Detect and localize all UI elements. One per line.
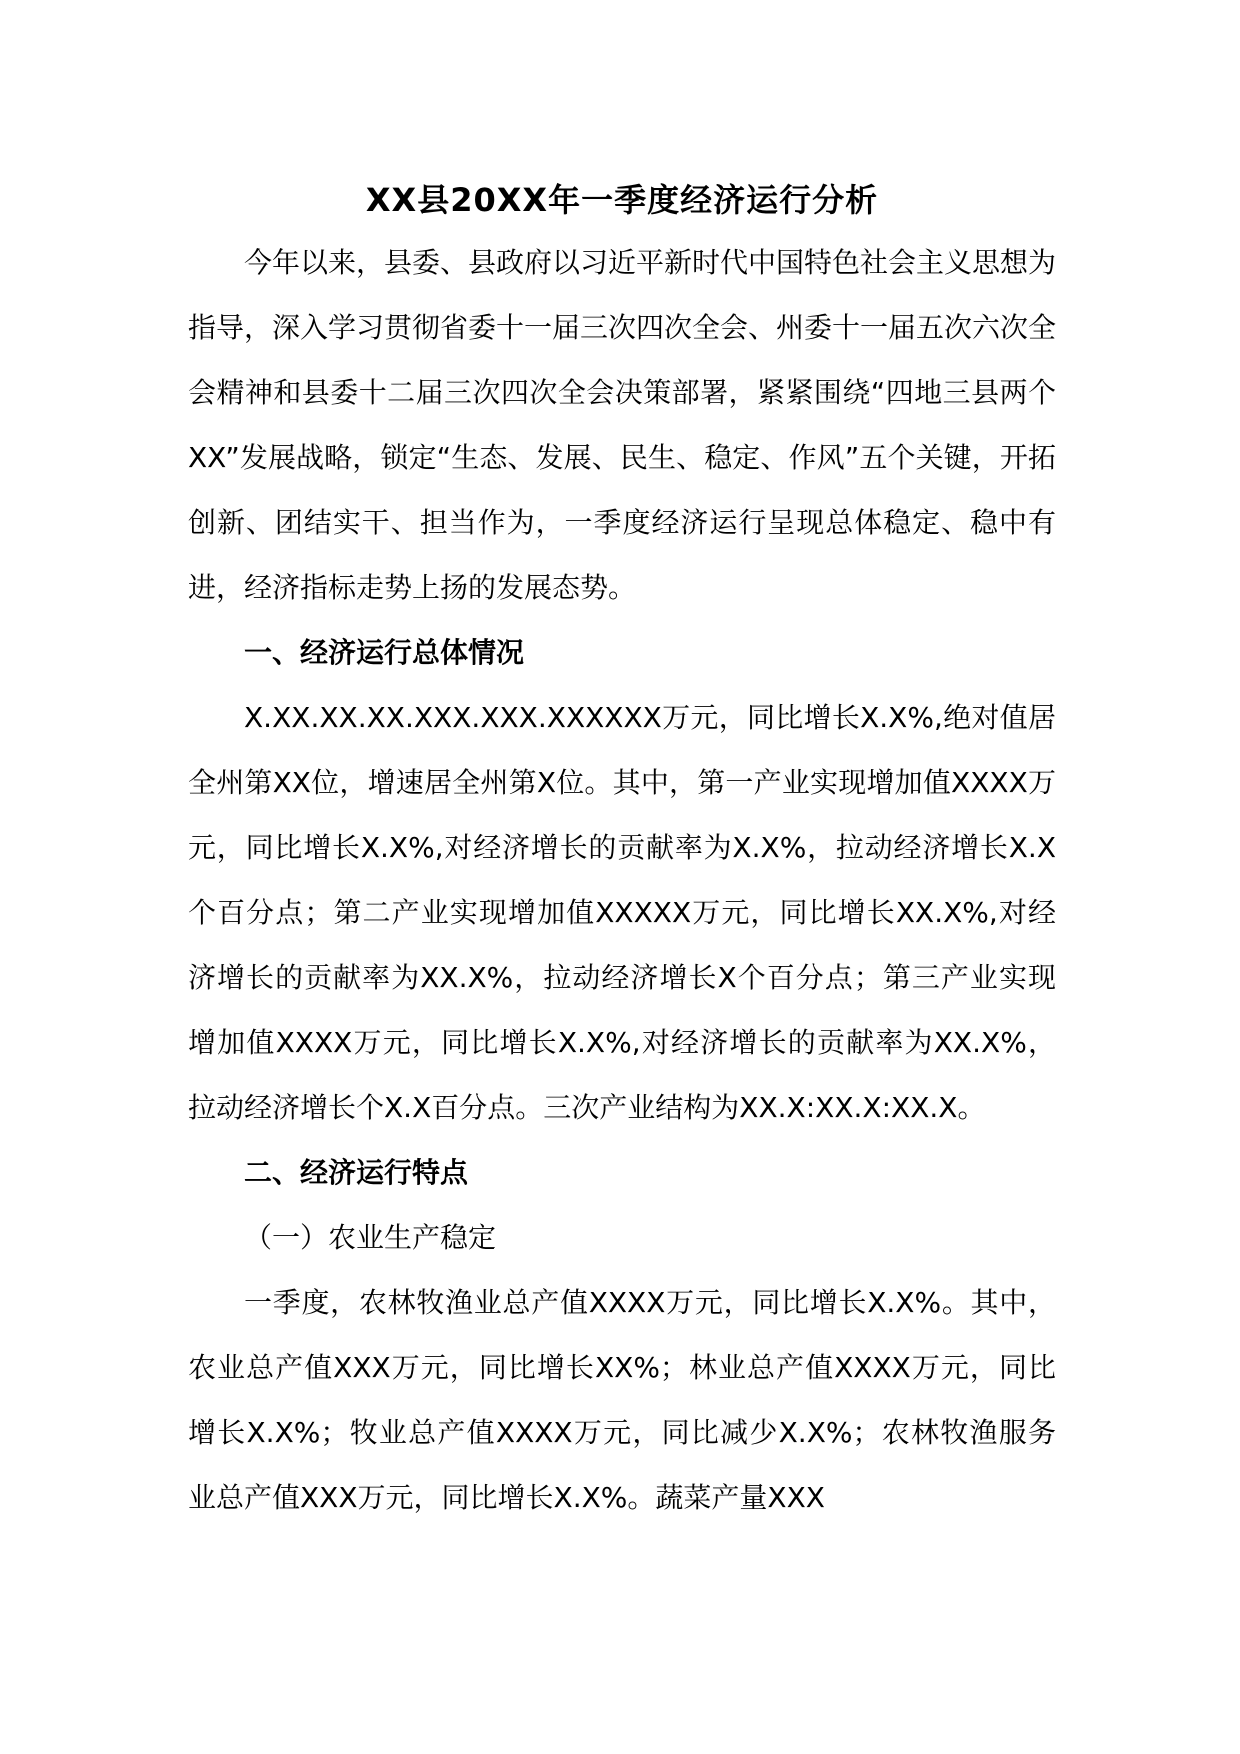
section-2-heading: 二、经济运行特点 (244, 1156, 469, 1189)
intro-paragraph: 今年以来，县委、县政府以习近平新时代中国特色社会主义思想为指导，深入学习贯彻省委十一届三次四次全会、州委十一届五次六次全会精神和县委十二届三次四次全会决策部署，紧紧围绕“四地三县两个XX”发展战略，锁定“生态、发展、民生、稳定、作风”五个关键，开拓创新、团结实干、担当作为，一季度经济运行呈现总体稳定、稳中有进，经济指标走势上扬的发展态势。 (188, 246, 1057, 604)
document-page (188, 170, 1056, 1530)
subsection-1-heading: （一）农业生产稳定 (244, 1221, 497, 1254)
document-title: XX县20XX年一季度经济运行分析 (365, 181, 879, 219)
section-1-paragraph: X.XX.XX.XX.XXX.XXX.XXXXXX万元，同比增长X.X%,绝对值居全州第XX位，增速居全州第X位。其中，第一产业实现增加值XXXX万元，同比增长X.X%,对经济增长的贡献率为X.X%，拉动经济增长X.X个百分点；第二产业实现增加值XXXXX万元，同比增长XX.X%,对经济增长的贡献率为XX.X%，拉动经济增长X个百分点；第三产业实现增加值XXXX万元，同比增长X.X%,对经济增长的贡献率为XX.X%，拉动经济增长个X.X百分点。三次产业结构为XX.X:XX.X:XX.X。 (188, 701, 1056, 1124)
section-1-heading: 一、经济运行总体情况 (244, 636, 525, 669)
subsection-1-paragraph: 一季度，农林牧渔业总产值XXXX万元，同比增长X.X%。其中，农业总产值XXX万元，同比增长XX%；林业总产值XXXX万元，同比增长X.X%；牧业总产值XXXX万元，同比减少X.X%；农林牧渔服务业总产值XXX万元，同比增长X.X%。蔬菜产量XXX (188, 1286, 1056, 1514)
